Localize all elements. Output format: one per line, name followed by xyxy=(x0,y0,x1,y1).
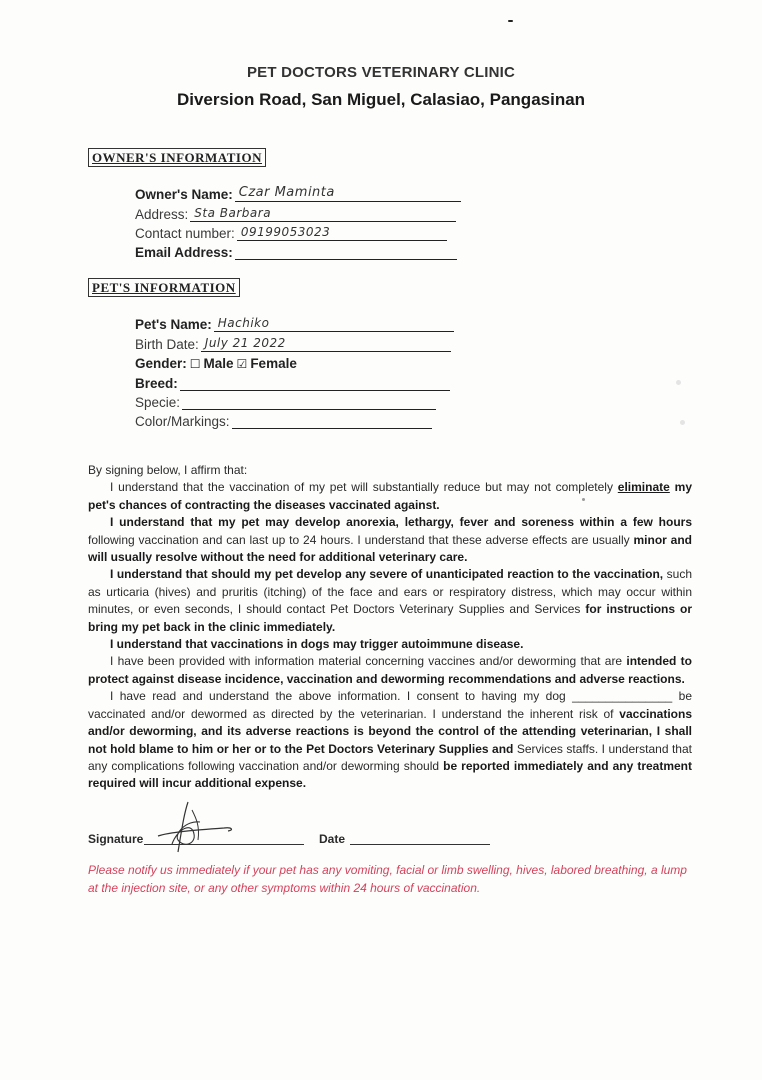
p1-text-b: my pet's chances of contracting the diseases vaccinated against. xyxy=(88,480,692,512)
pet-gender-label: Gender: xyxy=(135,356,187,371)
pet-gender-field xyxy=(135,356,297,371)
p3-text-b: such as urticaria (hives) and pruritis (itching) of the face and ears or respiratory distress, which may occur within minutes, or even seconds, I should contact Pet Doctors Veterinary Supplies and Services xyxy=(88,567,692,617)
owner-address-value: Sta Barbara xyxy=(194,206,272,220)
p6-text-a: I have read and understand the above information. I consent to having my dog xyxy=(110,689,566,704)
p5-text-b: intended to protect against disease incidence, vaccination and deworming recommendations and adverse reactions. xyxy=(88,654,692,686)
pet-color-field xyxy=(135,413,432,429)
pet-name-value: Hachiko xyxy=(217,316,270,330)
pet-specie-field xyxy=(135,394,436,410)
owner-address-field xyxy=(135,206,456,222)
owner-contact-field xyxy=(135,225,447,241)
pet-breed-field xyxy=(135,375,450,391)
female-checkbox[interactable]: ☑ xyxy=(236,357,248,371)
affirmation-paragraph-4: I understand that vaccinations in dogs may trigger autoimmune disease. xyxy=(110,637,524,652)
p6-text-e: be reported immediately and any treatment required will incur additional expense. xyxy=(88,758,693,791)
male-checkbox[interactable]: ☐ xyxy=(189,357,201,371)
owner-address-line[interactable] xyxy=(190,206,456,222)
affirmation-lead: By signing below, I affirm that: xyxy=(88,463,248,477)
clinic-address: Diversion Road, San Miguel, Calasiao, Pangasinan xyxy=(176,90,586,109)
pet-color-label: Color/Markings: xyxy=(135,414,230,429)
owner-email-label: Email Address: xyxy=(135,245,233,260)
owner-contact-line[interactable] xyxy=(237,225,447,241)
date-label: Date xyxy=(319,832,346,846)
p2-text-c: minor and will usually resolve without the need for additional veterinary care. xyxy=(88,532,692,565)
signature-row xyxy=(88,828,692,850)
scan-speck xyxy=(508,20,513,22)
p6-text-d: Services staffs. I understand that any complications following vaccination and/or deworming should xyxy=(88,741,692,773)
handwritten-signature xyxy=(148,800,238,856)
pet-name-field xyxy=(135,316,454,332)
signature-label: Signature xyxy=(88,832,144,846)
male-option-label: Male xyxy=(203,356,234,371)
owner-name-field xyxy=(135,186,461,202)
owner-name-label: Owner's Name: xyxy=(135,187,233,202)
owner-contact-value: 09199053023 xyxy=(240,225,331,239)
p1-underlined-word: eliminate xyxy=(617,480,670,495)
pet-breed-line[interactable] xyxy=(180,375,450,391)
p1-text-a: I understand that the vaccination of my pet will substantially reduce but may not completely xyxy=(110,480,613,495)
owner-contact-label: Contact number: xyxy=(135,226,235,241)
pet-specie-label: Specie: xyxy=(135,395,181,410)
pet-birth-value: July 21 2022 xyxy=(204,336,286,350)
affirmation-paragraph-6 xyxy=(88,688,692,792)
owner-address-label: Address: xyxy=(135,207,189,222)
owner-email-field xyxy=(135,244,457,260)
date-line[interactable] xyxy=(350,843,490,845)
owner-email-line[interactable] xyxy=(235,244,457,260)
pet-breed-label: Breed: xyxy=(135,376,178,391)
p3-text-c: for instructions or bring my pet back in the clinic immediately. xyxy=(88,602,692,634)
p3-text-a: I understand that should my pet develop any severe of unanticipated reaction to the vaccination, xyxy=(110,567,664,582)
owner-name-value: Czar Maminta xyxy=(238,185,335,200)
post-vaccination-notice: Please notify us immediately if your pet has any vomiting, facial or limb swelling, hives, labored breathing, a lump at the injection site, or any other symptoms within 24 hours of vaccination. xyxy=(88,863,687,895)
affirmation-text xyxy=(88,462,692,793)
scan-mark xyxy=(582,498,585,501)
pet-name-label: Pet's Name: xyxy=(135,317,212,332)
pet-birth-field xyxy=(135,336,451,352)
pet-name-line[interactable] xyxy=(214,316,454,332)
p6-text-b: be vaccinated and/or dewormed as directed by the veterinarian. I understand the inherent risk of xyxy=(88,689,692,721)
p5-text-a: I have been provided with information material concerning vaccines and/or deworming that are xyxy=(110,654,623,669)
affirmation-paragraph-2 xyxy=(88,514,692,566)
p2-text-a: I understand that my pet may develop anorexia, lethargy, fever and soreness within a few hours xyxy=(110,515,692,530)
clinic-name: PET DOCTORS VETERINARY CLINIC xyxy=(246,64,516,81)
p2-text-b: following vaccination and can last up to 24 hours. I understand that these adverse effects are usually xyxy=(88,532,630,547)
affirmation-paragraph-1 xyxy=(88,479,692,514)
p6-text-c: vaccinations and/or deworming, and its adverse reactions is beyond the control of the attending veterinarian, I shall not hold blame to him or her or to the Pet Doctors Veterinary Supplies and xyxy=(88,706,692,756)
owner-name-line[interactable] xyxy=(235,186,461,202)
scan-mark xyxy=(676,380,681,385)
affirmation-paragraph-3 xyxy=(88,566,692,636)
pet-specie-line[interactable] xyxy=(182,394,436,410)
female-option-label: Female xyxy=(250,356,297,371)
owner-section-title: OWNER'S INFORMATION xyxy=(88,148,266,167)
pet-birth-label: Birth Date: xyxy=(135,337,199,352)
pet-section-title: PET'S INFORMATION xyxy=(88,278,240,297)
dog-name-blank[interactable]: _______________ xyxy=(572,689,673,704)
scan-mark xyxy=(680,420,685,425)
pet-birth-line[interactable] xyxy=(201,336,451,352)
affirmation-paragraph-5 xyxy=(88,653,692,688)
pet-color-line[interactable] xyxy=(232,413,432,429)
